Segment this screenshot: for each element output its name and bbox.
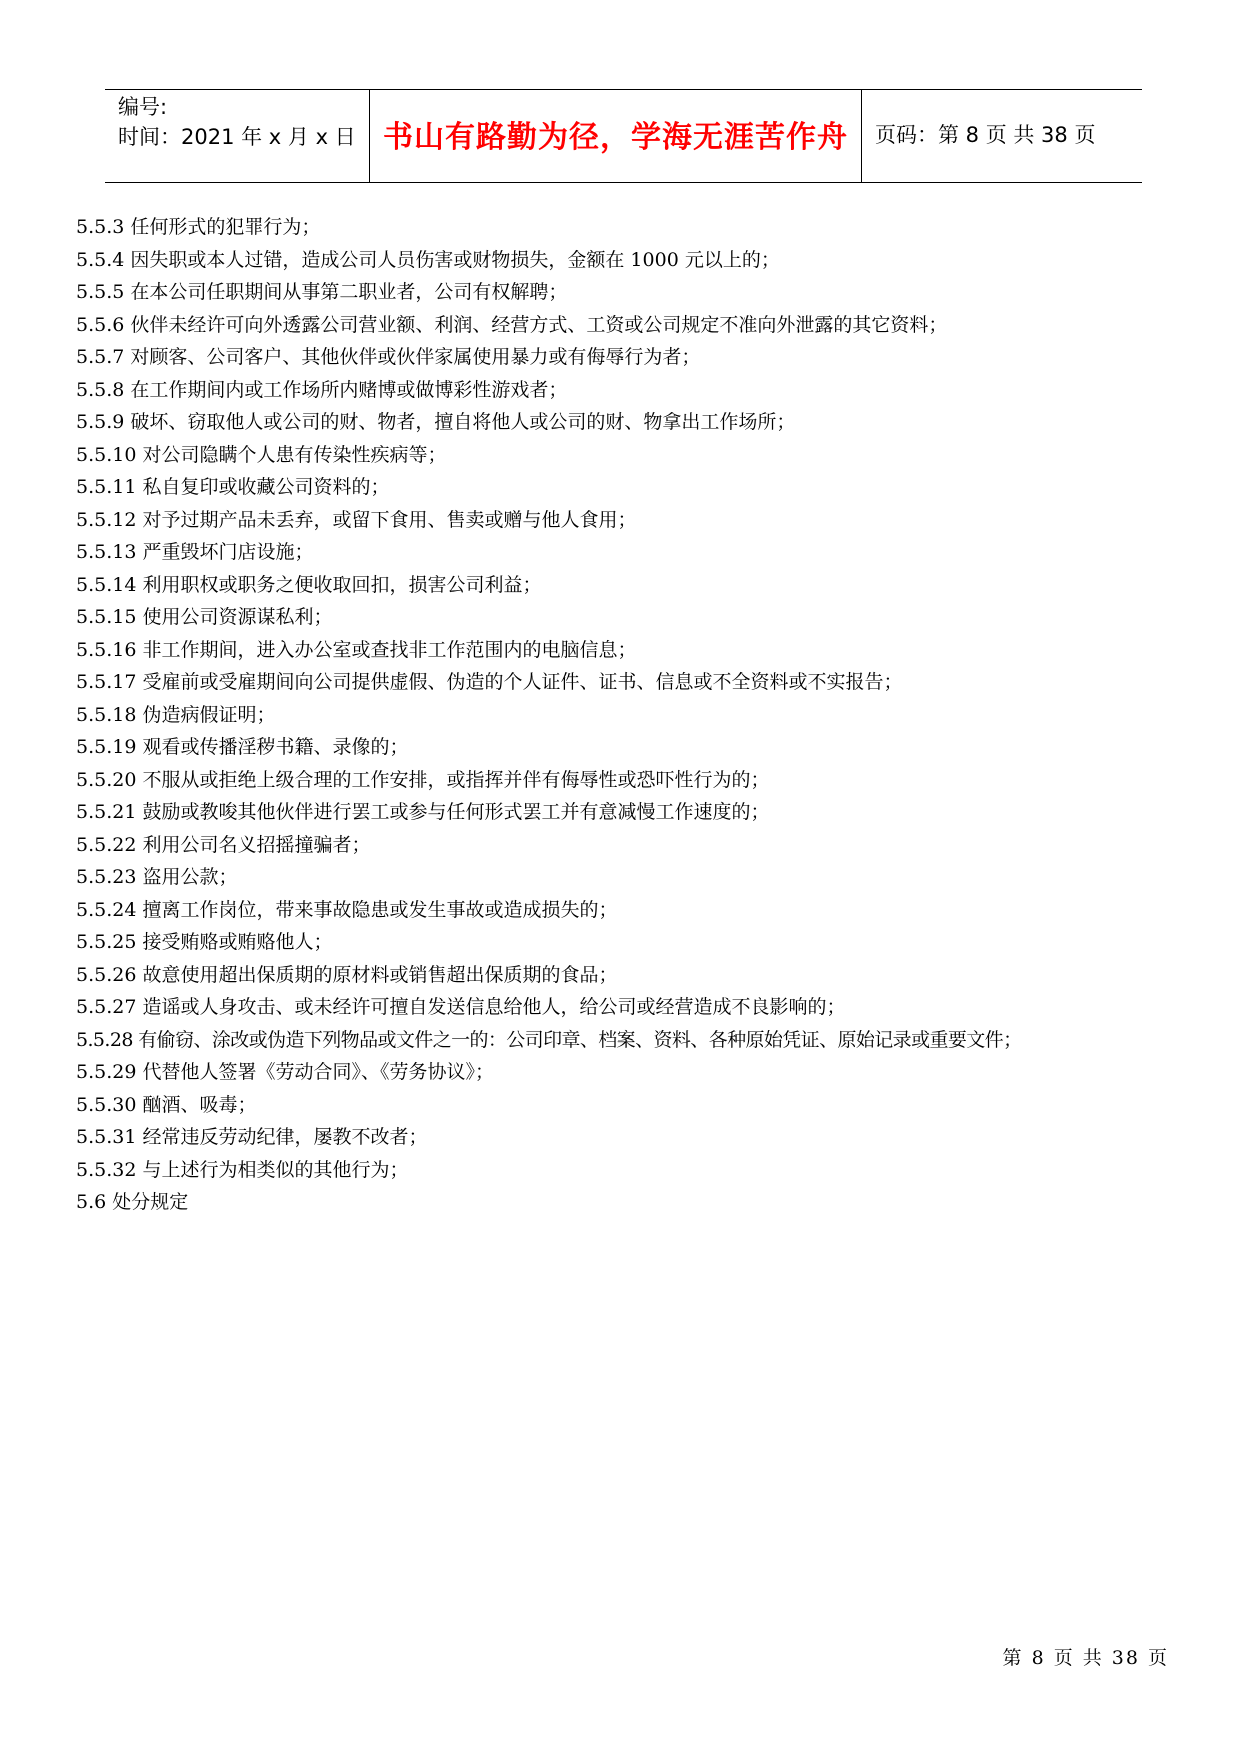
header-motto: 书山有路勤为径，学海无涯苦作舟 xyxy=(370,90,862,182)
list-item: 5.5.22 利用公司名义招摇撞骗者； xyxy=(76,833,371,856)
list-item: 5.5.11 私自复印或收藏公司资料的； xyxy=(76,476,390,498)
list-item: 5.5.29 代替他人签署《劳动合同》、《劳务协议》； xyxy=(76,1061,494,1083)
regulation-list xyxy=(76,211,1176,1219)
document-number-label: 编号: xyxy=(118,95,168,119)
list-item: 5.5.7 对顾客、公司客户、其他伙伴或伙伴家属使用暴力或有侮辱行为者； xyxy=(76,346,701,368)
list-item: 5.5.30 酗酒、吸毒； xyxy=(76,1093,257,1116)
list-item: 5.5.27 造谣或人身攻击、或未经许可擅自发送信息给他人，给公司或经营造成不良影响的； xyxy=(76,996,846,1018)
list-item: 5.5.28 有偷窃、涂改或伪造下列物品或文件之一的：公司印章、档案、资料、各种原始凭证、原始记录或重要文件； xyxy=(76,1028,1022,1051)
list-item: 5.5.4 因失职或本人过错，造成公司人员伤害或财物损失，金额在 1000 元以上的； xyxy=(76,248,780,271)
list-item: 5.5.18 伪造病假证明； xyxy=(76,703,276,726)
section-heading: 5.6 处分规定 xyxy=(76,1191,189,1213)
header-page-number: 页码：第 8 页 共 38 页 xyxy=(875,123,1096,147)
list-item: 5.5.21 鼓励或教唆其他伙伴进行罢工或参与任何形式罢工并有意减慢工作速度的； xyxy=(76,801,770,823)
list-item: 5.5.12 对予过期产品未丢弃，或留下食用、售卖或赠与他人食用； xyxy=(76,508,637,531)
list-item: 5.5.24 擅离工作岗位，带来事故隐患或发生事故或造成损失的； xyxy=(76,898,618,921)
list-item: 5.5.15 使用公司资源谋私利； xyxy=(76,606,333,628)
document-time-label: 时间：2021 年 x 月 x 日 xyxy=(118,125,356,149)
list-item: 5.5.14 利用职权或职务之便收取回扣，损害公司利益； xyxy=(76,573,542,596)
header-info-cell xyxy=(105,90,370,182)
list-item: 5.5.3 任何形式的犯罪行为； xyxy=(76,216,321,238)
list-item: 5.5.23 盗用公款； xyxy=(76,866,238,888)
list-item: 5.5.31 经常违反劳动纪律，屡教不改者； xyxy=(76,1126,428,1148)
list-item: 5.5.10 对公司隐瞒个人患有传染性疾病等； xyxy=(76,443,447,466)
page-footer: 第 8 页 共 38 页 xyxy=(1002,1647,1169,1669)
list-item: 5.5.20 不服从或拒绝上级合理的工作安排，或指挥并伴有侮辱性或恐吓性行为的； xyxy=(76,768,770,791)
list-item: 5.5.25 接受贿赂或贿赂他人； xyxy=(76,931,333,953)
list-item: 5.5.26 故意使用超出保质期的原材料或销售超出保质期的食品； xyxy=(76,963,618,986)
list-item: 5.5.9 破坏、窃取他人或公司的财、物者，擅自将他人或公司的财、物拿出工作场所； xyxy=(76,411,796,433)
list-item: 5.5.16 非工作期间，进入办公室或查找非工作范围内的电脑信息； xyxy=(76,638,637,661)
list-item: 5.5.17 受雇前或受雇期间向公司提供虚假、伪造的个人证件、证书、信息或不全资料或不实报告； xyxy=(76,671,903,693)
list-item: 5.5.8 在工作期间内或工作场所内赌博或做博彩性游戏者； xyxy=(76,378,568,401)
list-item: 5.5.5 在本公司任职期间从事第二职业者，公司有权解聘； xyxy=(76,281,568,303)
list-item: 5.5.19 观看或传播淫秽书籍、录像的； xyxy=(76,736,409,758)
list-item: 5.5.6 伙伴未经许可向外透露公司营业额、利润、经营方式、工资或公司规定不准向外泄露的其它资料； xyxy=(76,313,948,336)
document-header xyxy=(105,89,1142,183)
list-item: 5.5.32 与上述行为相类似的其他行为； xyxy=(76,1158,409,1181)
list-item: 5.5.13 严重毁坏门店设施； xyxy=(76,541,314,563)
